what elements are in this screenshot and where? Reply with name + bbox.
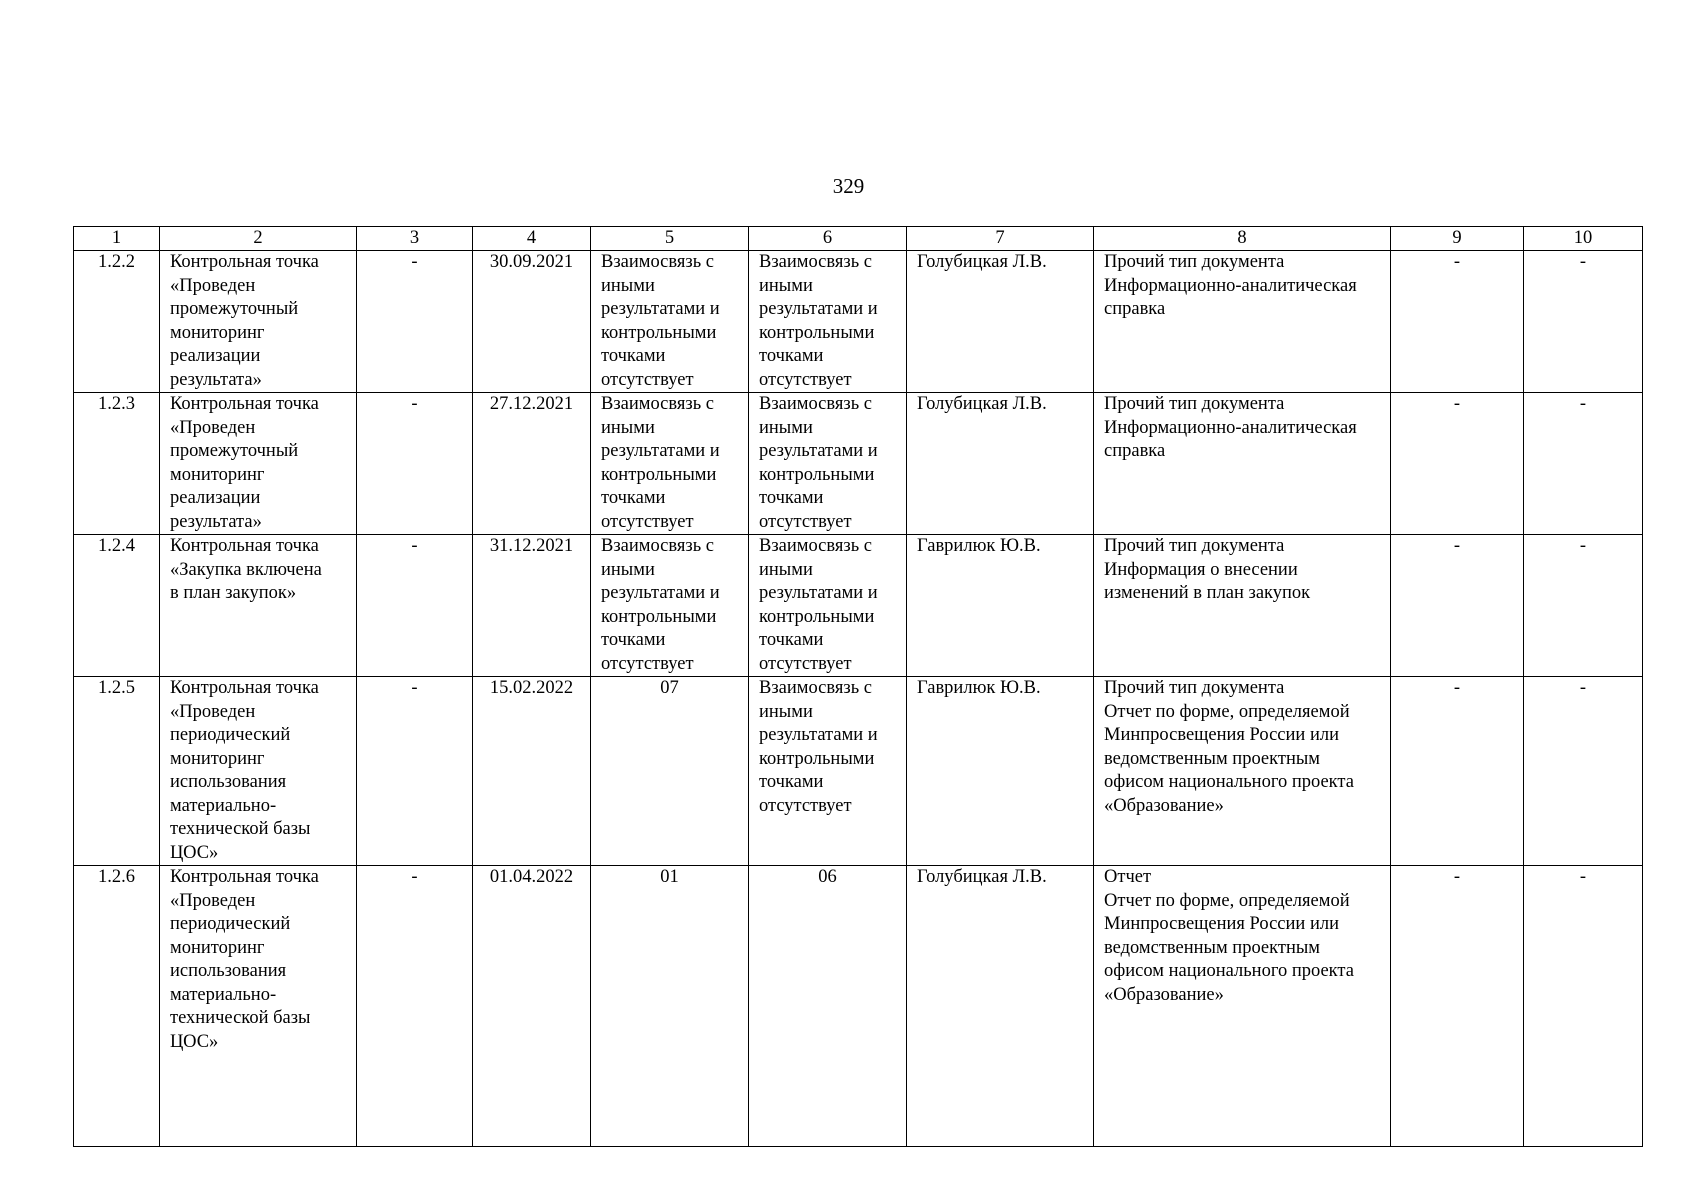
page-number: 329: [832, 174, 865, 198]
cell-col3: -: [357, 535, 473, 677]
cell-col10: -: [1524, 677, 1643, 866]
cell-name: Контрольная точка «Закупка включена в план закупок»: [160, 535, 357, 677]
table-row: [74, 535, 1643, 677]
cell-name: Контрольная точка «Проведен промежуточный мониторинг реализации результата»: [160, 251, 357, 393]
cell-col9: -: [1391, 677, 1524, 866]
header-col-2: 2: [160, 227, 357, 251]
header-col-7: 7: [907, 227, 1094, 251]
cell-name: Контрольная точка «Проведен периодический мониторинг использования материально- технической базы ЦОС»: [160, 866, 357, 1147]
cell-col10: -: [1524, 535, 1643, 677]
cell-col9: -: [1391, 535, 1524, 677]
cell-name: Контрольная точка «Проведен промежуточный мониторинг реализации результата»: [160, 393, 357, 535]
cell-document: Прочий тип документа Информационно-аналитическая справка: [1094, 251, 1391, 393]
table-header-row: [74, 227, 1643, 251]
cell-responsible: Голубицкая Л.В.: [907, 393, 1094, 535]
cell-date: 15.02.2022: [473, 677, 591, 866]
cell-col9: -: [1391, 251, 1524, 393]
header-col-4: 4: [473, 227, 591, 251]
cell-col6: Взаимосвязь с иными результатами и контрольными точками отсутствует: [749, 251, 907, 393]
cell-number: 1.2.2: [74, 251, 160, 393]
cell-col6: 06: [749, 866, 907, 1147]
header-col-9: 9: [1391, 227, 1524, 251]
cell-col5: Взаимосвязь с иными результатами и контрольными точками отсутствует: [591, 393, 749, 535]
cell-col3: -: [357, 251, 473, 393]
header-col-6: 6: [749, 227, 907, 251]
cell-responsible: Голубицкая Л.В.: [907, 866, 1094, 1147]
cell-col9: -: [1391, 393, 1524, 535]
cell-number: 1.2.6: [74, 866, 160, 1147]
cell-col10: -: [1524, 251, 1643, 393]
cell-date: 31.12.2021: [473, 535, 591, 677]
cell-col6: Взаимосвязь с иными результатами и контрольными точками отсутствует: [749, 393, 907, 535]
cell-col5: 07: [591, 677, 749, 866]
cell-document: Прочий тип документа Отчет по форме, определяемой Минпросвещения России или ведомственным проектным офисом национального проекта «Образование»: [1094, 677, 1391, 866]
cell-responsible: Голубицкая Л.В.: [907, 251, 1094, 393]
cell-responsible: Гаврилюк Ю.В.: [907, 535, 1094, 677]
cell-number: 1.2.4: [74, 535, 160, 677]
cell-document: Прочий тип документа Информационно-аналитическая справка: [1094, 393, 1391, 535]
header-col-1: 1: [74, 227, 160, 251]
cell-document: Прочий тип документа Информация о внесении изменений в план закупок: [1094, 535, 1391, 677]
cell-col5: Взаимосвязь с иными результатами и контрольными точками отсутствует: [591, 251, 749, 393]
cell-col9: -: [1391, 866, 1524, 1147]
header-col-3: 3: [357, 227, 473, 251]
cell-col5: Взаимосвязь с иными результатами и контрольными точками отсутствует: [591, 535, 749, 677]
header-col-8: 8: [1094, 227, 1391, 251]
cell-col3: -: [357, 393, 473, 535]
header-col-5: 5: [591, 227, 749, 251]
cell-responsible: Гаврилюк Ю.В.: [907, 677, 1094, 866]
cell-number: 1.2.3: [74, 393, 160, 535]
cell-document: Отчет Отчет по форме, определяемой Минпросвещения России или ведомственным проектным офисом национального проекта «Образование»: [1094, 866, 1391, 1147]
cell-col10: -: [1524, 393, 1643, 535]
cell-name: Контрольная точка «Проведен периодический мониторинг использования материально- технической базы ЦОС»: [160, 677, 357, 866]
cell-date: 01.04.2022: [473, 866, 591, 1147]
cell-number: 1.2.5: [74, 677, 160, 866]
header-col-10: 10: [1524, 227, 1643, 251]
table-row: [74, 677, 1643, 866]
table-row: [74, 251, 1643, 393]
cell-col10: -: [1524, 866, 1643, 1147]
cell-col3: -: [357, 677, 473, 866]
table-row: [74, 866, 1643, 1147]
cell-date: 30.09.2021: [473, 251, 591, 393]
cell-col3: -: [357, 866, 473, 1147]
table-row: [74, 393, 1643, 535]
cell-col6: Взаимосвязь с иными результатами и контрольными точками отсутствует: [749, 677, 907, 866]
control-points-table: [73, 226, 1643, 1147]
cell-col5: 01: [591, 866, 749, 1147]
cell-col6: Взаимосвязь с иными результатами и контрольными точками отсутствует: [749, 535, 907, 677]
cell-date: 27.12.2021: [473, 393, 591, 535]
